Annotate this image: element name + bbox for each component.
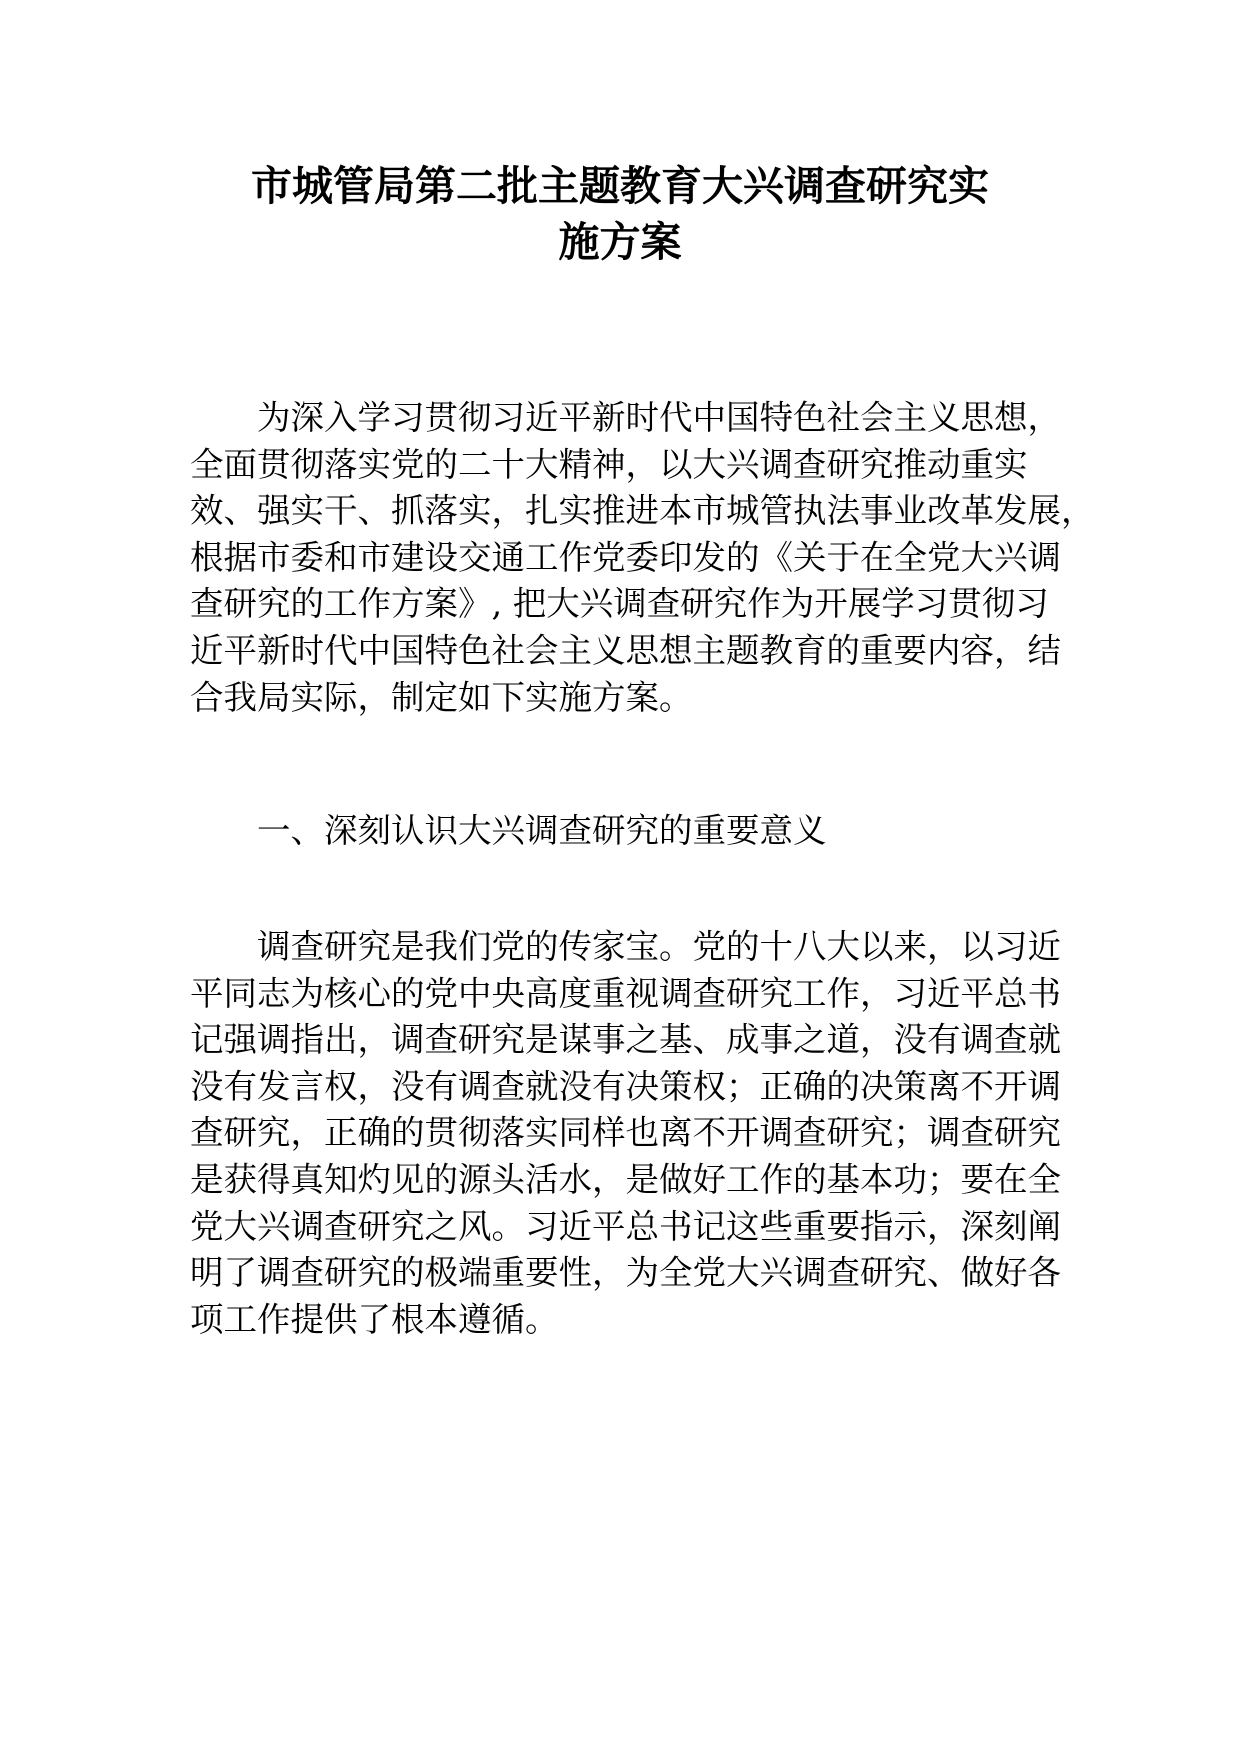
paragraph-line: 近平新时代中国特色社会主义思想主题教育的重要内容，结 — [190, 630, 1061, 670]
paragraph-line: 根据市委和市建设交通工作党委印发的《关于在全党大兴调 — [190, 537, 1061, 577]
paragraph-line: 合我局实际，制定如下实施方案。 — [190, 677, 693, 717]
section-heading-text: 一、深刻认识大兴调查研究的重要意义 — [257, 811, 827, 850]
paragraph-line: 平同志为核心的党中央高度重视调查研究工作，习近平总书 — [190, 973, 1061, 1013]
paragraph-line: 查研究的工作方案》, 把大兴调查研究作为开展学习贯彻习 — [190, 584, 1049, 624]
paragraph-line: 效、强实干、抓落实，扎实推进本市城管执法事业改革发展， — [190, 491, 1095, 531]
paragraph-line: 为深入学习贯彻习近平新时代中国特色社会主义思想， — [257, 398, 1061, 437]
paragraph-line: 党大兴调查研究之风。习近平总书记这些重要指示，深刻阐 — [190, 1206, 1061, 1246]
paragraph-line: 是获得真知灼见的源头活水，是做好工作的基本功；要在全 — [190, 1159, 1061, 1199]
paragraph-line: 明了调查研究的极端重要性，为全党大兴调查研究、做好各 — [190, 1253, 1061, 1293]
document-title — [190, 158, 1050, 270]
paragraph-line: 项工作提供了根本遵循。 — [190, 1299, 559, 1339]
paragraph-line: 调查研究是我们党的传家宝。党的十八大以来，以习近 — [257, 927, 1061, 966]
paragraph-line: 记强调指出，调查研究是谋事之基、成事之道，没有调查就 — [190, 1020, 1061, 1060]
title-line: 市城管局第二批主题教育大兴调查研究实 — [251, 162, 989, 210]
intro-paragraph — [190, 395, 1095, 721]
paragraph-line: 全面贯彻落实党的二十大精神，以大兴调查研究推动重实 — [190, 444, 1028, 484]
paragraph-line: 查研究，正确的贯彻落实同样也离不开调查研究；调查研究 — [190, 1113, 1061, 1153]
title-line: 施方案 — [558, 218, 682, 266]
section-paragraph — [190, 924, 1061, 1343]
section-heading — [190, 808, 1050, 855]
paragraph-line: 没有发言权，没有调查就没有决策权；正确的决策离不开调 — [190, 1066, 1061, 1106]
